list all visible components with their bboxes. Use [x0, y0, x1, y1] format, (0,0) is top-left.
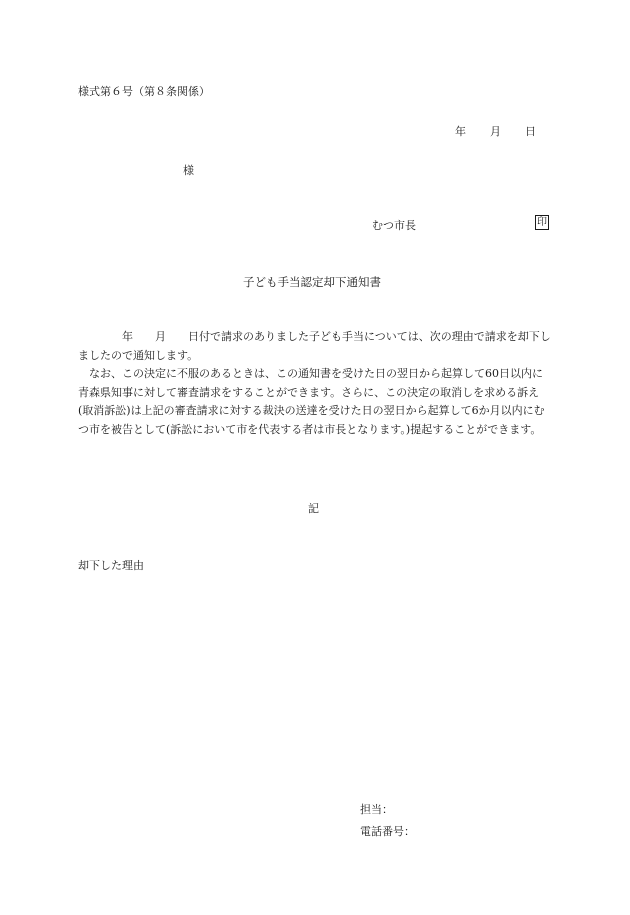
date-month-label: 月	[490, 125, 501, 138]
document-title: 子ども手当認定却下通知書	[243, 275, 381, 289]
body-text	[78, 328, 553, 440]
phone-number-label: 電話番号：	[360, 825, 415, 838]
issuer-name: むつ市長	[372, 219, 416, 232]
contact-person-label: 担当：	[360, 803, 393, 816]
reason-label: 却下した理由	[78, 559, 144, 572]
body-date-year: 年	[122, 330, 133, 343]
recipient-honorific: 様	[183, 164, 194, 177]
body-date-month: 月	[155, 330, 166, 343]
body-paragraph-2: なお、この決定に不服のあるときは、この通知書を受けた日の翌日から起算して60日以内に青森県知事に対して審査請求をすることができます。さらに、この決定の取消しを求める訴え(取消訴訟)は上記の審査請求に対する裁決の送達を受けた日の翌日から起算して6か月以内にむつ市を被告として(訴訟において市を代表する者は市長となります。)提起することができます。	[78, 367, 545, 436]
ki-heading: 記	[308, 502, 319, 515]
date-year-label: 年	[455, 125, 466, 138]
body-paragraph-1-rest: 日付で請求のありました子ども手当については、次の理由で請求を却下しましたので通知します。	[78, 330, 551, 362]
date-line	[455, 123, 536, 139]
form-number: 様式第６号（第８条関係）	[78, 85, 210, 98]
date-day-label: 日	[525, 125, 536, 138]
seal-mark: 印	[537, 217, 547, 228]
body-paragraph-1	[78, 328, 553, 365]
